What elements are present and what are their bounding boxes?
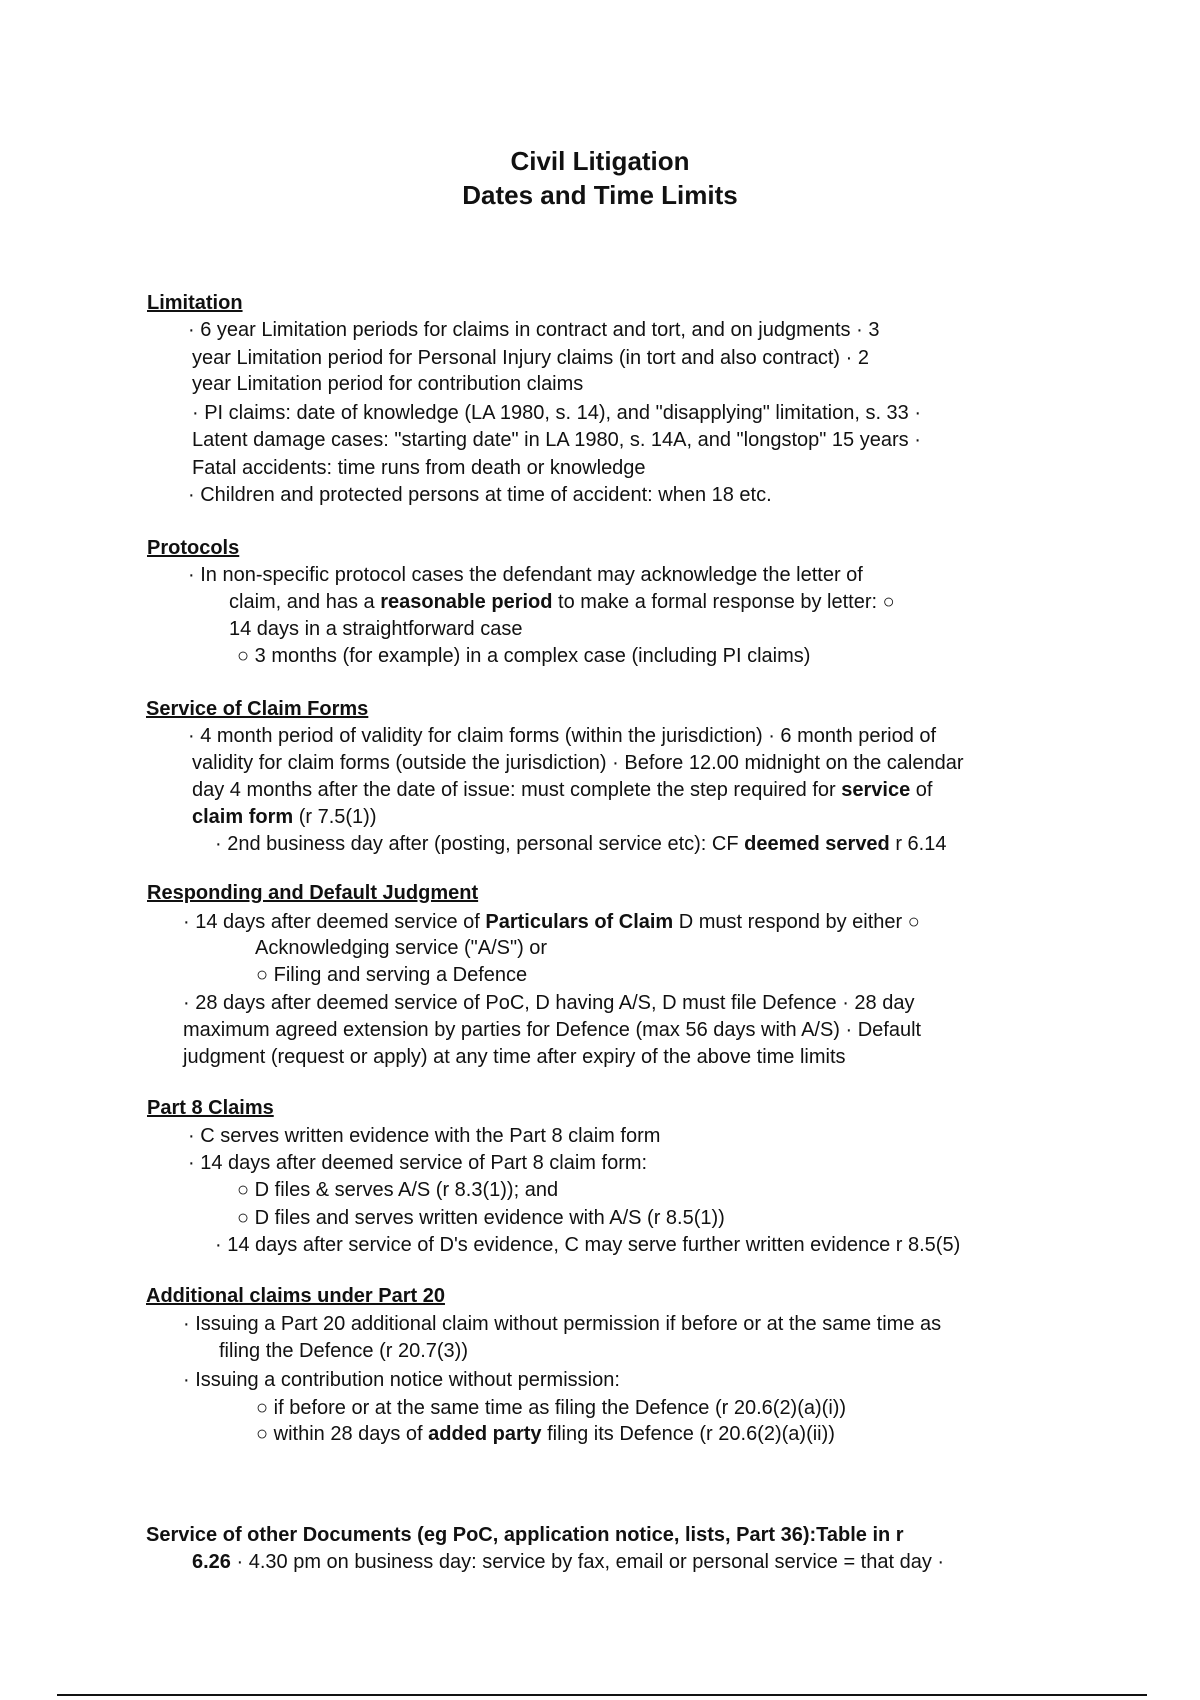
footer-rule <box>57 1694 1147 1696</box>
limitation-line: · PI claims: date of knowledge (LA 1980, s. 14), and "disapplying" limitation, s. 33 · <box>192 402 922 424</box>
protocols-line: ○ 3 months (for example) in a complex case (including PI claims) <box>237 645 811 667</box>
document-title <box>0 144 1200 212</box>
part20-line: ○ within 28 days of added party filing its Defence (r 20.6(2)(a)(ii)) <box>256 1423 835 1445</box>
limitation-line: Latent damage cases: "starting date" in LA 1980, s. 14A, and "longstop" 15 years · <box>192 429 921 451</box>
part8-line: · 14 days after service of D's evidence, C may serve further written evidence r 8.5(5) <box>215 1234 961 1256</box>
service-claim-line: · 2nd business day after (posting, personal service etc): CF deemed served r 6.14 <box>215 833 947 855</box>
part8-line: ○ D files & serves A/S (r 8.3(1)); and <box>237 1179 559 1201</box>
limitation-line: · 6 year Limitation periods for claims in contract and tort, and on judgments · 3 <box>188 319 880 341</box>
part8-line: · C serves written evidence with the Part 8 claim form <box>188 1125 661 1147</box>
protocols-line: claim, and has a reasonable period to make a formal response by letter: ○ <box>229 591 895 613</box>
limitation-line: · Children and protected persons at time of accident: when 18 etc. <box>188 484 772 506</box>
service-claim-line: day 4 months after the date of issue: must complete the step required for service of <box>192 779 933 801</box>
part20-line: filing the Defence (r 20.7(3)) <box>219 1340 469 1362</box>
limitation-line: Fatal accidents: time runs from death or knowledge <box>192 457 646 479</box>
responding-line: ○ Filing and serving a Defence <box>256 964 528 986</box>
responding-line: · 14 days after deemed service of Particulars of Claim D must respond by either ○ <box>183 911 920 933</box>
service-claim-heading: Service of Claim Forms <box>146 698 369 720</box>
other-docs-line: 6.26 · 4.30 pm on business day: service by fax, email or personal service = that day · <box>192 1551 945 1573</box>
part8-line: ○ D files and serves written evidence with A/S (r 8.5(1)) <box>237 1207 725 1229</box>
limitation-line: year Limitation period for contribution claims <box>192 373 584 395</box>
protocols-heading: Protocols <box>147 537 240 559</box>
service-claim-line: claim form (r 7.5(1)) <box>192 806 377 828</box>
part20-line: · Issuing a Part 20 additional claim without permission if before or at the same time as <box>183 1313 942 1335</box>
part8-heading: Part 8 Claims <box>147 1097 274 1119</box>
service-claim-line: · 4 month period of validity for claim forms (within the jurisdiction) · 6 month period of <box>188 725 937 747</box>
protocols-line: · In non-specific protocol cases the defendant may acknowledge the letter of <box>188 564 863 586</box>
title-line-2: Dates and Time Limits <box>462 180 738 210</box>
part20-line: ○ if before or at the same time as filing the Defence (r 20.6(2)(a)(i)) <box>256 1397 847 1419</box>
title-line-1: Civil Litigation <box>510 146 690 176</box>
responding-line: maximum agreed extension by parties for Defence (max 56 days with A/S) · Default <box>183 1019 922 1041</box>
protocols-line: 14 days in a straightforward case <box>229 618 523 640</box>
part20-heading: Additional claims under Part 20 <box>146 1285 445 1307</box>
responding-line: judgment (request or apply) at any time after expiry of the above time limits <box>183 1046 846 1068</box>
part8-line: · 14 days after deemed service of Part 8 claim form: <box>188 1152 648 1174</box>
responding-line: · 28 days after deemed service of PoC, D having A/S, D must file Defence · 28 day <box>183 992 915 1014</box>
responding-line: Acknowledging service ("A/S") or <box>255 937 548 959</box>
service-claim-line: validity for claim forms (outside the jurisdiction) · Before 12.00 midnight on the calendar <box>192 752 964 774</box>
limitation-line: year Limitation period for Personal Injury claims (in tort and also contract) · 2 <box>192 347 869 369</box>
part20-line: · Issuing a contribution notice without permission: <box>183 1369 620 1391</box>
responding-heading: Responding and Default Judgment <box>147 882 479 904</box>
other-docs-heading: Service of other Documents (eg PoC, application notice, lists, Part 36):Table in r <box>146 1524 904 1546</box>
limitation-heading: Limitation <box>147 292 243 314</box>
